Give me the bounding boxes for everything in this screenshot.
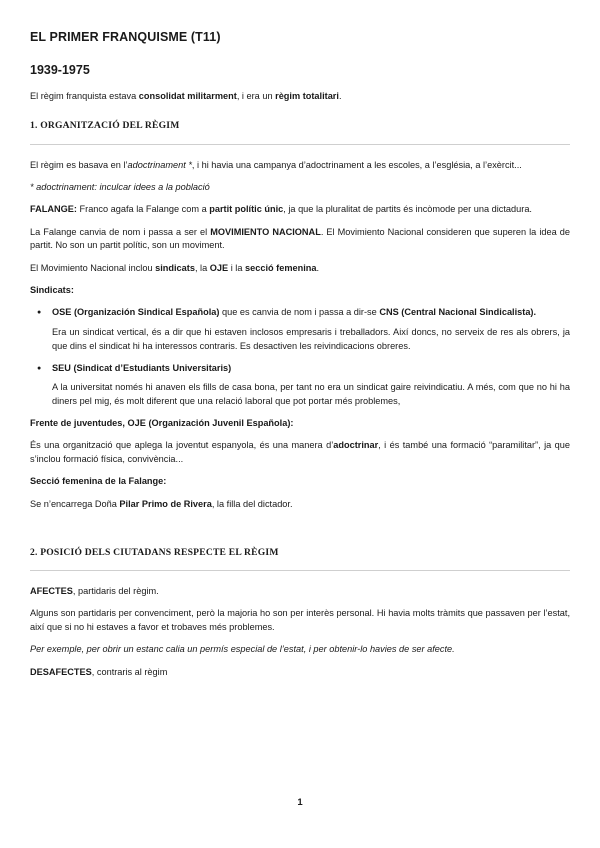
ose-description: Era un sindicat vertical, és a dir que hi estaven inclosos empresaris i treballadors. Així doncs, no serveix de res als obrers, ja que dins el sindicat hi ha interessos contraris. Es desactiven les reivindicacions obreres. — [52, 327, 570, 351]
exemple-paragraph: Per exemple, per obrir un estanc calia un permís especial de l’estat, i per obtenir-lo havies de ser afecte. — [30, 644, 455, 655]
section-2-title: 2. POSICIÓ DELS CIUTADANS RESPECTE EL RÈGIM — [30, 546, 279, 558]
intro-paragraph: El règim franquista estava consolidat militarment, i era un règim totalitari. — [30, 90, 342, 101]
afectes-paragraph: AFECTES, partidaris del règim. — [30, 585, 159, 596]
document-title: EL PRIMER FRANQUISME (T11) — [30, 30, 221, 44]
section-2-divider — [30, 570, 570, 571]
section-1-divider — [30, 144, 570, 145]
movimiento-paragraph: La Falange canvia de nom i passa a ser el MOVIMIENTO NACIONAL. El Movimiento Nacional consideren que superen la idea de partit. No son un partit polític, son un moviment. — [30, 226, 570, 251]
page-number: 1 — [297, 797, 303, 808]
sindicats-list — [30, 306, 570, 409]
alguns-paragraph: Alguns son partidaris per convenciment, però la majoria ho son per interès personal. Hi havia molts tràmits que passaven per l’estat, així que si no hi estaves a favor et trobaves més problemes. — [30, 608, 570, 633]
adoctrinament-paragraph: El règim es basava en l’adoctrinament *, i hi havia una campanya d’adoctrinament a les escoles, a l’església, a l’exèrcit... — [30, 159, 522, 170]
sindicats-label: Sindicats: — [30, 284, 74, 295]
section-1-title: 1. ORGANITZACIÓ DEL RÈGIM — [30, 120, 180, 132]
seu-description: A la universitat només hi anaven els fills de casa bona, per tant no era un sindicat gaire reivindicatiu. A més, com que no hi ha diners pel mig, és molt diferent que una relació laboral que pot portar més problemes, — [52, 382, 570, 407]
adoctrinament-note: * adoctrinament: inculcar idees a la població — [30, 181, 210, 192]
list-item — [30, 362, 570, 409]
ose-heading: ● OSE (Organización Sindical Española) que es canvia de nom i passa a dir-se CNS (Central Nacional Sindicalista). — [52, 307, 537, 318]
desafectes-paragraph: DESAFECTES, contraris al règim — [30, 666, 168, 677]
inclou-paragraph: El Movimiento Nacional inclou sindicats, la OJE i la secció femenina. — [30, 262, 320, 273]
seccio-femenina-label: Secció femenina de la Falange: — [30, 476, 167, 487]
list-item — [30, 306, 570, 353]
oje-paragraph: És una organització que aplega la joventut espanyola, és una manera d’adoctrinar, i és també una formació “paramilitar”, ja que s’inclou formació física, convivència... — [30, 440, 570, 465]
falange-paragraph: FALANGE: Franco agafa la Falange com a partit polític únic, ja que la pluralitat de partits és incòmode per una dictadura. — [30, 204, 532, 215]
seu-heading: ● SEU (Sindicat d’Estudiants Universitaris) — [52, 362, 232, 373]
seccio-femenina-paragraph: Se n’encarrega Doña Pilar Primo de Rivera, la filla del dictador. — [30, 498, 293, 509]
oje-label: Frente de juventudes, OJE (Organización Juvenil Española): — [30, 418, 294, 429]
document-years: 1939-1975 — [30, 62, 90, 77]
